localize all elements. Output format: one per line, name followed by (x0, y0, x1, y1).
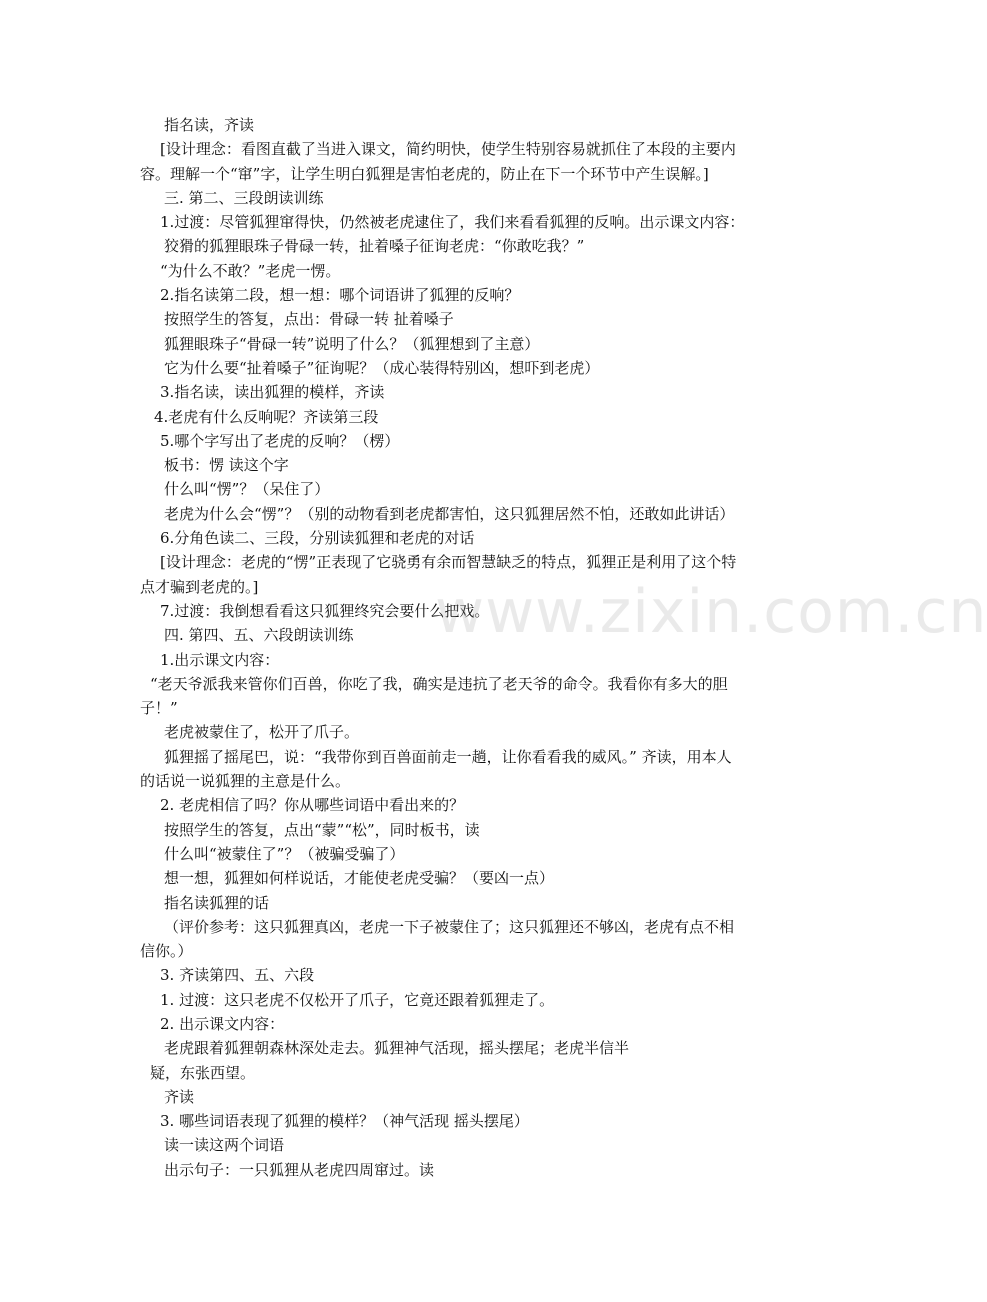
text-line: 什么叫“被蒙住了”？（被骗受骗了） (164, 844, 405, 863)
text-line: 读一读这两个词语 (164, 1136, 285, 1155)
design-note-line: [设计理念：看图直截了当进入课文，简约明快，使学生特别容易就抓住了本段的主要内 (160, 140, 736, 159)
text-line: （评价参考：这只狐狸真凶，老虎一下子被蒙住了；这只狐狸还不够凶，老虎有点不相 (164, 917, 735, 936)
text-line: 出示句子：一只狐狸从老虎四周窜过。读 (164, 1160, 435, 1179)
text-line: 7.过渡：我倒想看看这只狐狸终究会要什么把戏。 (160, 601, 490, 620)
design-note-line: [设计理念：老虎的“愣”正表现了它骁勇有余而智慧缺乏的特点，狐狸正是利用了这个特 (160, 553, 737, 572)
text-line: 指名读，齐读 (164, 116, 255, 134)
text-line: 想一想，狐狸如何样说话，才能使老虎受骗？（要凶一点） (164, 869, 555, 888)
text-line: 按照学生的答复，点出：骨碌一转 扯着嗓子 (164, 310, 454, 329)
text-line: 4.老虎有什么反响呢？齐读第三段 (154, 407, 379, 426)
document-body (140, 113, 790, 1182)
text-line: 1. 过渡：这只老虎不仅松开了爪子，它竟还跟着狐狸走了。 (160, 990, 555, 1009)
text-line: 老虎为什么会“愣”？（别的动物看到老虎都害怕，这只狐狸居然不怕，还敢如此讲话） (164, 504, 735, 523)
text-line: 2. 出示课文内容： (160, 1014, 285, 1033)
text-line: 3. 齐读第四、五、六段 (160, 966, 315, 985)
text-line: 5.哪个字写出了老虎的反响？（楞） (160, 431, 400, 450)
text-line: 3.指名读，读出狐狸的模样，齐读 (160, 383, 385, 402)
text-line: 老虎跟着狐狸朝森林深处走去。狐狸神气活现，摇头摆尾；老虎半信半 (164, 1039, 630, 1058)
text-line: 齐读 (164, 1087, 195, 1106)
text-line: 6.分角色读二、三段，分别读狐狸和老虎的对话 (160, 529, 475, 548)
text-line: 它为什么要“扯着嗓子”征询呢？（成心装得特别凶，想吓到老虎） (164, 358, 600, 377)
text-line: 板书：愣 读这个字 (164, 456, 289, 475)
design-note-line: 容。理解一个“窜”字，让学生明白狐狸是害怕老虎的，防止在下一个环节中产生误解。] (140, 164, 709, 183)
text-line: 什么叫“愣”？（呆住了） (164, 480, 330, 499)
text-line: 信你。） (140, 942, 193, 961)
text-line: 1.出示课文内容： (160, 650, 280, 669)
text-line: 2.指名读第二段，想一想：哪个词语讲了狐狸的反响？ (160, 286, 520, 305)
text-line: 狡猾的狐狸眼珠子骨碌一转，扯着嗓子征询老虎：“你敢吃我？” (164, 237, 585, 256)
text-line: 按照学生的答复，点出“蒙”“松”，同时板书，读 (164, 820, 480, 839)
section-heading: 四. 第四、五、六段朗读训练 (164, 626, 354, 645)
text-line: 老虎被蒙住了，松开了爪子。 (164, 723, 360, 742)
text-line: 狐狸眼珠子“骨碌一转”说明了什么？（狐狸想到了主意） (164, 334, 540, 353)
design-note-line: 点才骗到老虎的。] (140, 577, 259, 596)
text-line: 指名读狐狸的话 (164, 893, 270, 912)
text-line: 1.过渡：尽管狐狸窜得快，仍然被老虎逮住了，我们来看看狐狸的反响。出示课文内容： (160, 213, 745, 232)
text-line: 2. 老虎相信了吗？你从哪些词语中看出来的？ (160, 796, 465, 815)
text-line: 3. 哪些词语表现了狐狸的模样？（神气活现 摇头摆尾） (160, 1112, 529, 1131)
text-line: 狐狸摇了摇尾巴，说：“我带你到百兽面前走一趟，让你看看我的威风。” 齐读，用本人 (164, 747, 732, 766)
watermark: www.zixin.com.cn (435, 577, 987, 647)
text-line: “老天爷派我来管你们百兽，你吃了我，确实是违抗了老天爷的命令。我看你有多大的胆 (150, 674, 728, 693)
text-line: 子！” (140, 699, 178, 718)
text-line: 的话说一说狐狸的主意是什么。 (140, 772, 351, 791)
section-heading: 三. 第二、三段朗读训练 (164, 188, 324, 207)
text-line: “为什么不敢？”老虎一愣。 (160, 261, 341, 280)
text-line: 疑，东张西望。 (150, 1063, 256, 1082)
